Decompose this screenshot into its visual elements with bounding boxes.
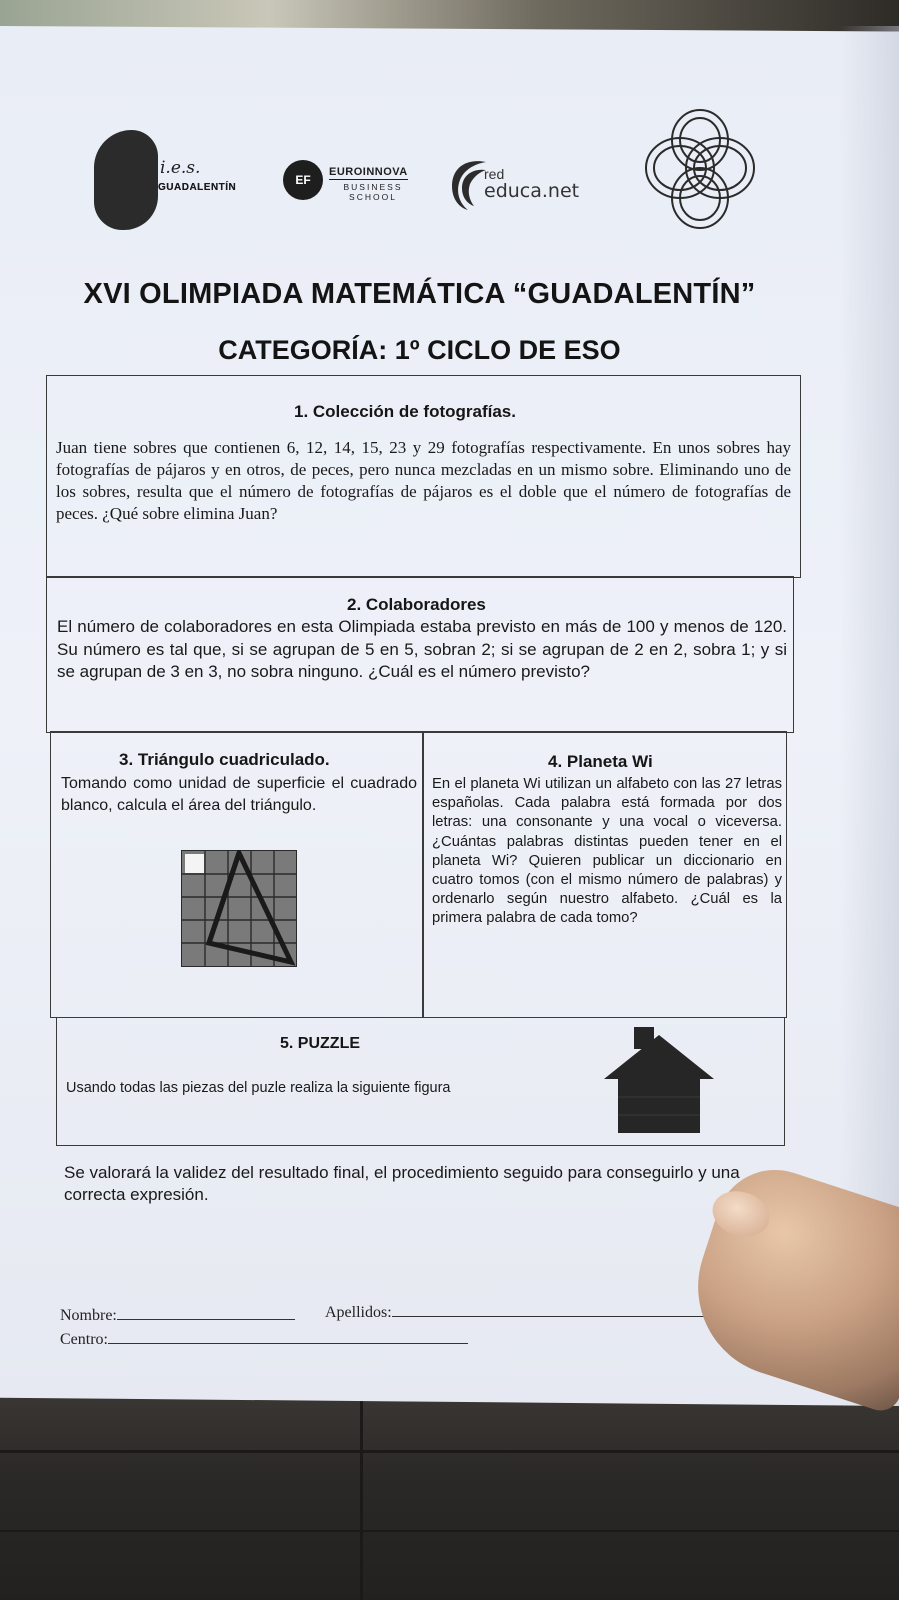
category-title: CATEGORÍA: 1º CICLO DE ESO xyxy=(218,335,621,365)
grid-triangle-figure xyxy=(181,850,297,967)
ies-small-text: i.e.s. xyxy=(160,158,201,178)
euroinnova-subtitle: BUSINESS SCHOOL xyxy=(343,182,403,202)
question-1-text: Juan tiene sobres que contienen 6, 12, 14, 15, 23 y 29 fotografías respectivamente. En unos sobres hay fotografías de pájaros y en otros, de peces, pero nunca mezcladas en un mismo sobre. Eliminando uno de los sobres, resulta que el número de fotografías de pájaros es el doble que el número de fotografías de peces. ¿Qué sobre elimina Juan? xyxy=(56,438,791,523)
apellidos-blank[interactable] xyxy=(392,1303,732,1317)
question-5-title: 5. PUZZLE xyxy=(280,1035,361,1052)
question-5-text: Usando todas las piezas del puzle realiza la siguiente figura xyxy=(66,1080,451,1096)
floor-seam xyxy=(0,1450,899,1453)
rededuca-red-text: red xyxy=(484,166,505,182)
centro-label: Centro: xyxy=(60,1331,108,1348)
apellidos-label: Apellidos: xyxy=(325,1304,392,1321)
nombre-label: Nombre: xyxy=(60,1307,117,1324)
interlocked-rings-logo xyxy=(640,106,760,230)
question-2-text: El número de colaboradores en esta Olimpiada estaba previsto en más de 100 y menos de 120. Su número es tal que, si se agrupan de 5 en 5, sobran 2; si se agrupan de 2 en 2, sobra 1; y si se agrupan de 3 en 3, no sobra ninguno. ¿Cuál es el número previsto? xyxy=(57,617,787,681)
question-1-title: 1. Colección de fotografías. xyxy=(294,402,516,421)
centro-field[interactable] xyxy=(60,1330,468,1349)
floor-seam xyxy=(0,1530,899,1532)
euroinnova-title: EUROINNOVA xyxy=(329,166,408,178)
centro-blank[interactable] xyxy=(108,1330,468,1344)
question-4-title: 4. Planeta Wi xyxy=(548,752,653,771)
page-title: XVI OLIMPIADA MATEMÁTICA “GUADALENTÍN” xyxy=(83,278,756,310)
euroinnova-disc-icon: EF xyxy=(283,160,323,200)
rededuca-logo xyxy=(446,156,580,216)
background-floor xyxy=(0,1390,899,1600)
rededuca-swoosh-icon xyxy=(446,156,488,212)
ies-blob-icon xyxy=(94,130,158,230)
house-puzzle-figure xyxy=(600,1027,718,1133)
ies-guadalentin-logo xyxy=(94,130,244,230)
floor-seam xyxy=(360,1390,363,1600)
question-4-text: En el planeta Wi utilizan un alfabeto con las 27 letras españolas. Cada palabra está formada por dos letras: una consonante y una vocal o viceversa. ¿Cuántas palabras distintas pueden tener en el planeta Wi? Quieren publicar un diccionario en cuatro tomos (con el mismo número de palabras) y ordenarlo según nuestro alfabeto. ¿Cuál es la primera palabra de cada tomo? xyxy=(432,776,782,927)
rededuca-educa-text: educa.net xyxy=(484,180,580,202)
question-3-text: Tomando como unidad de superficie el cuadrado blanco, calcula el área del triángulo. xyxy=(61,775,417,814)
rings-icon xyxy=(640,106,760,230)
nombre-field[interactable] xyxy=(60,1306,295,1325)
question-3-title: 3. Triángulo cuadriculado. xyxy=(119,750,330,769)
euroinnova-logo xyxy=(283,160,423,210)
apellidos-field[interactable] xyxy=(325,1303,732,1322)
nombre-blank[interactable] xyxy=(117,1306,295,1320)
question-2-title: 2. Colaboradores xyxy=(347,595,486,614)
ies-name-text: GUADALENTÍN xyxy=(158,182,237,193)
evaluation-note: Se valorará la validez del resultado final, el procedimiento seguido para conseguirlo y una correcta expresión. xyxy=(64,1163,740,1204)
